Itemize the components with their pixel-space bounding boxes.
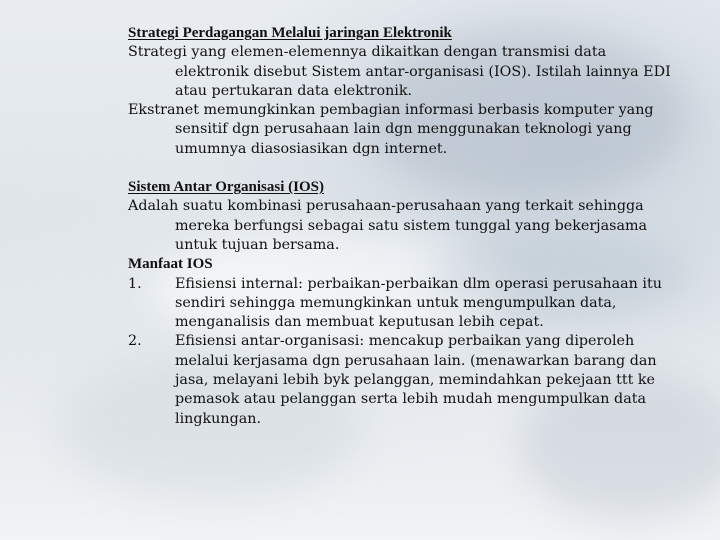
list-item-number: 2. [128,333,142,350]
list-item [128,275,684,333]
paragraph-ios-meaning: Adalah suatu kombinasi perusahaan-perusahaan yang terkait sehingga mereka berfungsi sebagai satu sistem tunggal yang bekerjasama untuk tujuan bersama. [128,198,648,253]
list-item-text: Efisiensi antar-organisasi: mencakup perbaikan yang diperoleh melalui kerjasama dgn perusahaan lain. (menawarkan barang dan jasa, melayani lebih byk pelanggan, memindahkan pekejaan ttt ke pemasok atau pelanggan serta lebih mudah mengumpulkan data lingkungan. [175,333,657,427]
paragraph-ios-definition: Strategi yang elemen-elemennya dikaitkan dengan transmisi data elektronik disebut Sistem antar-organisasi (IOS). Istilah lainnya EDI atau pertukaran data elektronik. [128,44,671,99]
section-heading-ios: Sistem Antar Organisasi (IOS) [128,179,324,196]
list-item-number: 1. [128,275,142,292]
list-item-text: Efisiensi internal: perbaikan-perbaikan dlm operasi perusahaan itu sendiri sehingga memungkinkan untuk mengumpulkan data, menganalisis dan membuat keputusan lebih cepat. [175,275,662,331]
slide-content [128,24,684,429]
section-heading-ecommerce-strategy: Strategi Perdagangan Melalui jaringan Elektronik [128,25,452,41]
section-heading-ios-benefits: Manfaat IOS [128,256,213,273]
paragraph-extranet: Ekstranet memungkinkan pembagian informasi berbasis komputer yang sensitif dgn perusahaan lain dgn menggunakan teknologi yang umumnya diasosiasikan dgn internet. [128,102,654,157]
list-item [128,332,684,428]
spacer [128,159,684,178]
